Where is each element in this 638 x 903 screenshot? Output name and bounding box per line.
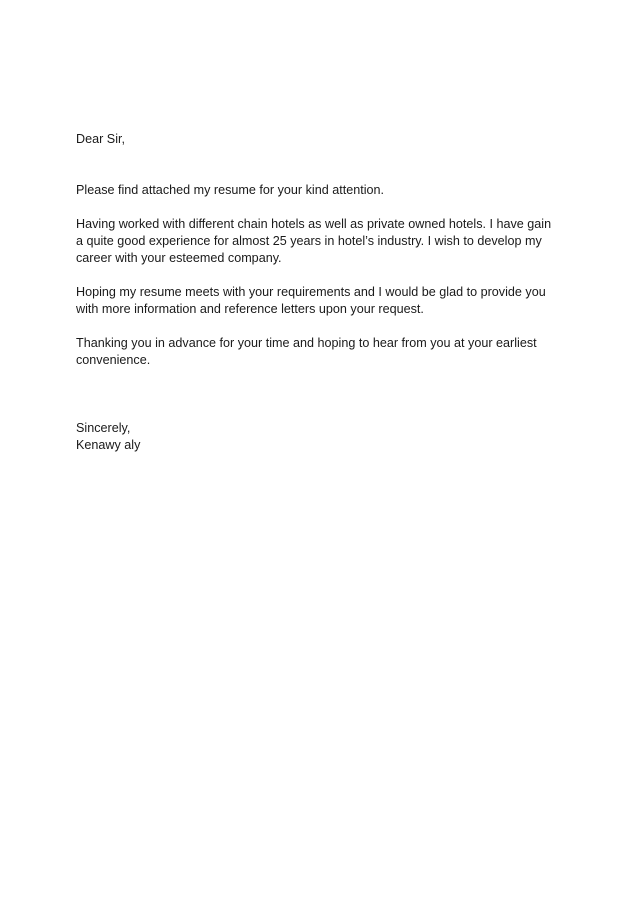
cover-letter: [76, 131, 562, 454]
closing: Sincerely,: [76, 421, 131, 435]
paragraph-requirements: [76, 284, 562, 318]
text-line: with more information and reference letters upon your request.: [76, 302, 424, 316]
text-line: Thanking you in advance for your time and hoping to hear from you at your earliest: [76, 336, 537, 350]
text-line: convenience.: [76, 353, 151, 367]
text-line: Having worked with different chain hotels as well as private owned hotels. I have gain: [76, 217, 552, 231]
signature-name: Kenawy aly: [76, 438, 141, 452]
text-line: a quite good experience for almost 25 years in hotel’s industry. I wish to develop my: [76, 234, 542, 248]
text-line: Please find attached my resume for your kind attention.: [76, 183, 385, 197]
text-line: Hoping my resume meets with your requirements and I would be glad to provide you: [76, 285, 546, 299]
salutation: Dear Sir,: [76, 132, 125, 146]
paragraph-thanks: [76, 335, 562, 369]
text-line: career with your esteemed company.: [76, 251, 282, 265]
paragraph-experience: [76, 216, 562, 267]
paragraph-attachment: [76, 182, 562, 199]
